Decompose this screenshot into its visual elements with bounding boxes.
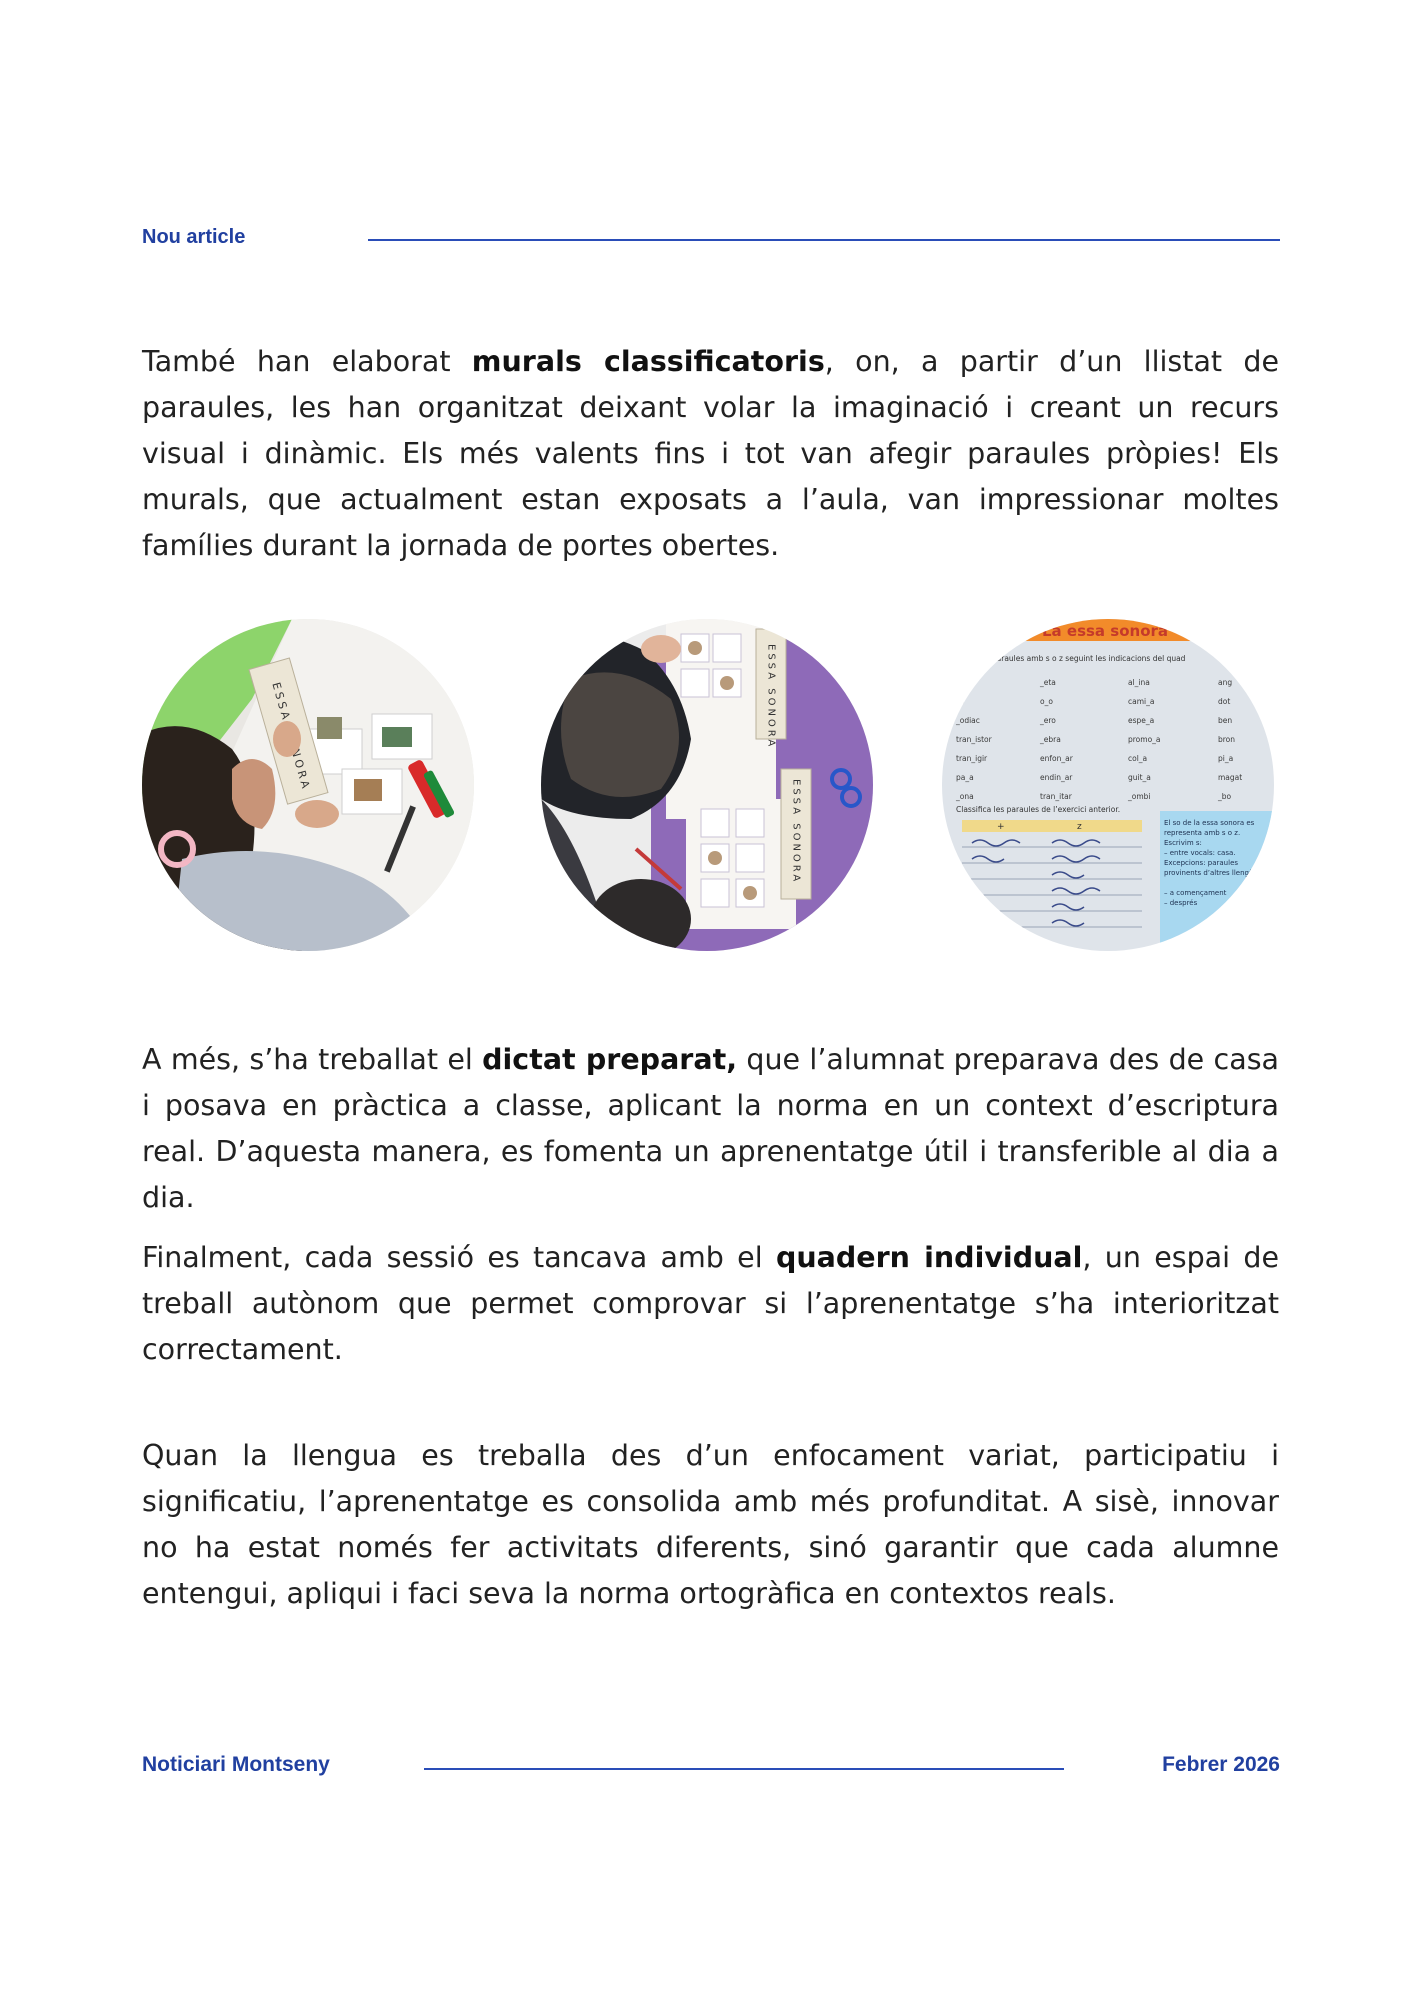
workbook-word: tran_igir <box>956 754 988 763</box>
paragraph-dictat-bold: dictat preparat, <box>482 1043 738 1076</box>
workbook-word: _o <box>956 697 965 706</box>
svg-text:z: z <box>1077 822 1082 832</box>
paragraph-quadern-text-1: Finalment, cada sessió es tancava amb el <box>142 1241 776 1274</box>
workbook-note-1: El so de la essa sonora es <box>1164 819 1255 827</box>
workbook-word: guit_a <box>1128 773 1151 782</box>
workbook-word: _ona <box>956 792 974 801</box>
paragraph-dictat <box>142 1037 1279 1221</box>
svg-text:+: + <box>997 822 1005 832</box>
workbook-word: ang <box>1218 678 1233 687</box>
workbook-note-7: – a començament <box>1164 889 1227 897</box>
photo-1-card-label: ESSA SONORA <box>269 680 313 793</box>
workbook-word: o_o <box>1040 697 1053 706</box>
header-rule <box>368 239 1280 241</box>
workbook-note-5: Excepcions: paraules <box>1164 859 1239 867</box>
workbook-word: cami_a <box>1128 697 1155 706</box>
paragraph-murals-text-2: , on, a partir d’un llistat de paraules, les han organitzat deixant volar la imaginació i creant un recurs visual i dinàmic. Els més valents fins i tot van afegir paraules pròpies! Els murals, que actualment estan exposats a l’aula, van impressionar moltes famílies durant la jornada de portes obertes. <box>142 345 1279 562</box>
workbook-word: enfon_ar <box>1040 754 1073 763</box>
workbook-word: dot <box>1218 697 1231 706</box>
footer-publication-name: Noticiari Montseny <box>142 1753 330 1776</box>
paragraph-quadern-bold: quadern individual <box>775 1241 1083 1274</box>
workbook-word: _ombi <box>1128 792 1151 801</box>
workbook-word: _ebra <box>1040 735 1061 744</box>
workbook-word: endin_ar <box>1040 773 1073 782</box>
workbook-word: magat <box>1218 773 1243 782</box>
workbook-instruction-2: Classifica les paraules de l’exercici anterior. <box>956 805 1121 814</box>
footer-issue-date: Febrer 2026 <box>1162 1753 1280 1776</box>
paragraph-quadern <box>142 1235 1279 1373</box>
workbook-word: pa_a <box>956 773 974 782</box>
workbook-note-6: provinents d’altres llengües <box>1164 869 1262 877</box>
workbook-word: bron <box>1218 735 1236 744</box>
workbook-word: al_ina <box>1128 678 1150 687</box>
workbook-word: tran_istor <box>956 735 992 744</box>
workbook-word: _a <box>956 678 965 687</box>
workbook-word: pi_a <box>1218 754 1234 763</box>
paragraph-murals <box>142 339 1279 569</box>
paragraph-murals-text-1: També han elaborat <box>142 345 472 378</box>
photo-student-cutting-cards <box>142 619 474 951</box>
workbook-word: _ero <box>1040 716 1056 725</box>
paragraph-quadern-text-2: , un espai de treball autònom que permet comprovar si l’aprenentatge s’ha interioritzat correctament. <box>142 1241 1280 1366</box>
workbook-word: ben <box>1218 716 1233 725</box>
workbook-note-2: representa amb s o z. <box>1164 829 1241 837</box>
workbook-word: tran_itar <box>1040 792 1072 801</box>
workbook-note-3: Escrivim s: <box>1164 839 1202 847</box>
workbook-word: promo_a <box>1128 735 1161 744</box>
photo-2-card-label-2: ESSA SONORA <box>790 779 802 885</box>
workbook-title: La essa sonora <box>1042 622 1169 640</box>
workbook-word: espe_a <box>1128 716 1155 725</box>
workbook-note-8: – després <box>1164 899 1198 907</box>
paragraph-murals-bold: murals classificatoris <box>471 345 825 378</box>
workbook-word: _eta <box>1040 678 1056 687</box>
photo-student-purple-mural <box>541 619 873 951</box>
photo-workbook-essa-sonora <box>942 619 1274 951</box>
workbook-note-4: – entre vocals: casa. <box>1164 849 1236 857</box>
paragraph-conclusion-text: Quan la llengua es treballa des d’un enfocament variat, participatiu i significatiu, l’aprenentatge es consolida amb més profunditat. A sisè, innovar no ha estat només fer activitats diferents, sinó garantir que cada alumne entengui, apliqui i faci seva la norma ortogràfica en contextos reals. <box>142 1439 1279 1610</box>
paragraph-conclusion <box>142 1433 1279 1617</box>
header-section-label: Nou article <box>142 226 246 248</box>
photo-2-card-label: ESSA SONORA <box>765 644 777 750</box>
workbook-instruction-1: questes paraules amb s o z seguint les indicacions del quad <box>960 654 1186 663</box>
footer-rule <box>424 1768 1064 1770</box>
workbook-word: _odiac <box>956 716 980 725</box>
workbook-word: _bo <box>1218 792 1232 801</box>
paragraph-dictat-text-2: que l’alumnat preparava des de casa i posava en pràctica a classe, aplicant la norma en un context d’escriptura real. D’aquesta manera, es fomenta un aprenentatge útil i transferible al dia a dia. <box>142 1043 1280 1214</box>
paragraph-dictat-text-1: A més, s’ha treballat el <box>142 1043 483 1076</box>
workbook-word: col_a <box>1128 754 1148 763</box>
